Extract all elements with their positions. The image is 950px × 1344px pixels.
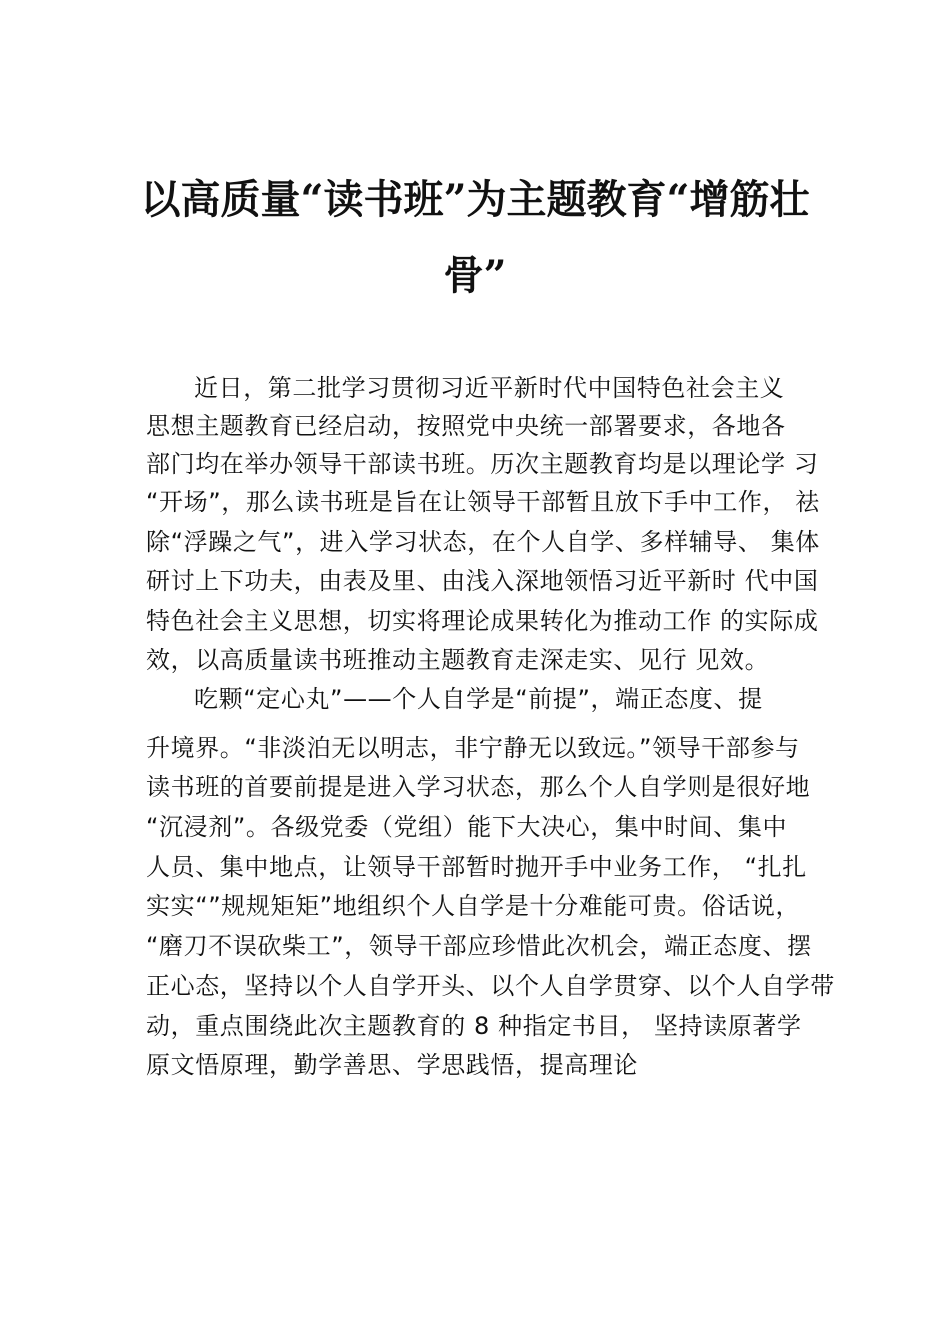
paragraph-2-line-3: 读书班的首要前提是进入学习状态，那么个人自学则是很好地	[146, 773, 811, 801]
paragraph-2-line-1: 吃颗“定心丸”——个人自学是“前提”，端正态度、提	[194, 685, 763, 713]
paragraph-2-line-8: 正心态，坚持以个人自学开头、以个人自学贯穿、以个人自学带	[146, 972, 835, 1000]
paragraph-1-line-1: 近日，第二批学习贯彻习近平新时代中国特色社会主义	[194, 374, 785, 402]
paragraph-1-line-8: 效，以高质量读书班推动主题教育走深走实、见行 见效。	[146, 646, 770, 674]
paragraph-1-line-3: 部门均在举办领导干部读书班。历次主题教育均是以理论学 习	[146, 450, 819, 478]
paragraph-2-line-9: 动，重点围绕此次主题教育的 8 种指定书目， 坚持读原著学	[146, 1012, 802, 1040]
paragraph-2-line-7: “磨刀不误砍柴工”，领导干部应珍惜此次机会，端正态度、摆	[146, 932, 812, 960]
paragraph-2-line-5: 人员、集中地点，让领导干部暂时抛开手中业务工作， “扎扎	[146, 853, 807, 881]
paragraph-1-line-5: 除“浮躁之气”，进入学习状态，在个人自学、多样辅导、 集体	[146, 528, 820, 556]
paragraph-2-line-4: “沉浸剂”。各级党委（党组）能下大决心，集中时间、集中	[146, 813, 788, 841]
paragraph-1-line-4: “开场”，那么读书班是旨在让领导干部暂且放下手中工作， 祛	[146, 488, 820, 516]
document-title-line-2: 骨”	[443, 252, 507, 299]
paragraph-1-line-7: 特色社会主义思想，切实将理论成果转化为推动工作 的实际成	[146, 607, 819, 635]
paragraph-2-line-10: 原文悟原理，勤学善思、学思践悟，提高理论	[146, 1051, 638, 1079]
paragraph-2-line-6: 实实“”规规矩矩”地组织个人自学是十分难能可贵。俗话说，	[146, 892, 801, 920]
document-title-line-1: 以高质量“读书班”为主题教育“增筋壮	[140, 176, 810, 223]
paragraph-1-line-6: 研讨上下功夫，由表及里、由浅入深地领悟习近平新时 代中国	[146, 567, 819, 595]
paragraph-1-line-2: 思想主题教育已经启动，按照党中央统一部署要求，各地各	[146, 412, 786, 440]
paragraph-2-line-2: 升境界。“非淡泊无以明志，非宁静无以致远。”领导干部参与	[146, 734, 800, 762]
